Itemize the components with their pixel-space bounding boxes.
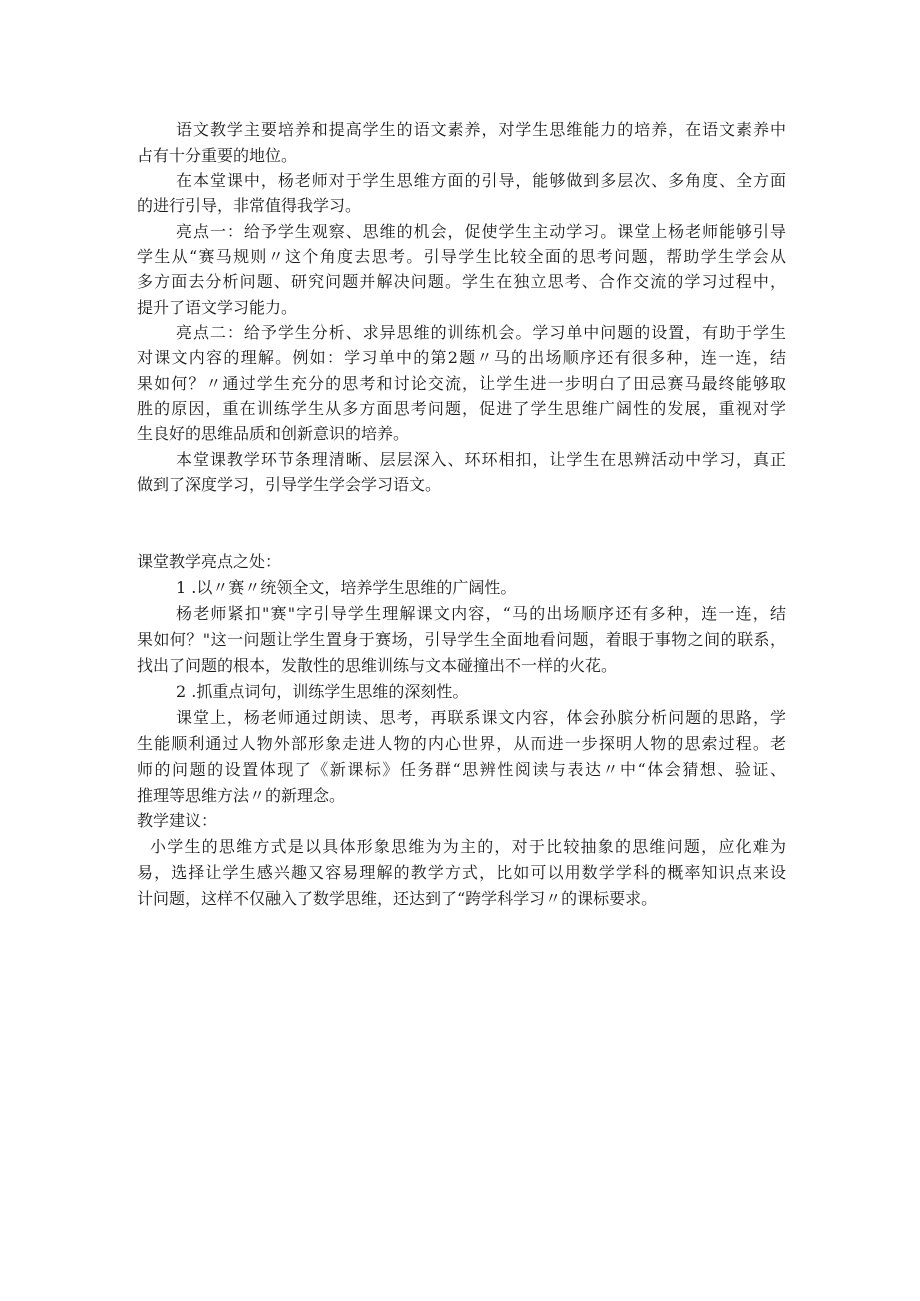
text-line: 果如何？"这一问题让学生置身于赛场，引导学生全面地看问题，着眼于事物之间的联系，	[137, 630, 787, 649]
text-line: 生良好的思维品质和创新意识的培养。	[137, 424, 410, 443]
text-line: 对课文内容的理解。例如：学习单中的第2题〃马的出场顺序还有很多种，连一连，结	[137, 348, 788, 367]
text-line: 本堂课教学环节条理清晰、层层深入、环环相扣，让学生在思辨活动中学习，真正	[176, 450, 787, 469]
list-item-heading: 1 .以〃赛〃统领全文，培养学生思维的广阔性。	[176, 578, 517, 597]
text-line: 杨老师紧扣"赛"字引导学生理解课文内容，“马的出场顺序还有多种，连一连，结	[176, 604, 788, 623]
text-line: 在本堂课中，杨老师对于学生思维方面的引导，能够做到多层次、多角度、全方面	[176, 171, 787, 190]
text-line: 亮点二：给予学生分析、求异思维的训练机会。学习单中问题的设置，有助于学生	[176, 323, 787, 342]
text-line: 找出了问题的根本，发散性的思维训练与文本碰撞出不一样的火花。	[137, 656, 618, 675]
text-line: 多方面去分析问题、研究问题并解决问题。学生在独立思考、合作交流的学习过程中，	[137, 272, 788, 291]
text-line: 生能顺利通过人物外部形象走进人物的内心世界，从而进一步探明人物的思索过程。老	[137, 734, 788, 753]
text-line: 果如何？〃通过学生充分的思考和讨论交流，让学生进一步明白了田忌赛马最终能够取	[137, 374, 788, 393]
text-line: 占有十分重要的地位。	[137, 146, 298, 165]
text-line: 的进行引导，非常值得我学习。	[137, 196, 362, 215]
text-line: 做到了深度学习，引导学生学会学习语文。	[137, 475, 442, 494]
text-line: 学生从“赛马规则〃这个角度去思考。引导学生比较全面的思考问题，帮助学生学会从	[137, 247, 788, 266]
text-line: 易，选择让学生感兴趣又容易理解的教学方式，比如可以用数学学科的概率知识点来设	[137, 863, 788, 882]
text-line: 胜的原因，重在训练学生从多方面思考问题，促进了学生思维广阔性的发展，重视对学	[137, 399, 788, 418]
text-line: 小学生的思维方式是以具体形象思维为为主的，对于比较抽象的思维问题，应化难为	[150, 837, 788, 856]
text-line: 提升了语文学习能力。	[137, 298, 298, 317]
text-line: 亮点一：给予学生观察、思维的机会，促使学生主动学习。课堂上杨老师能够引导	[176, 222, 787, 241]
section-heading: 教学建议：	[137, 811, 218, 830]
section-heading: 课堂教学亮点之处：	[137, 552, 282, 571]
text-line: 语文教学主要培养和提高学生的语文素养，对学生思维能力的培养，在语文素养中	[176, 120, 787, 139]
list-item-heading: 2 .抓重点词句，训练学生思维的深刻性。	[176, 682, 469, 701]
text-line: 推理等思维方法〃的新理念。	[137, 786, 346, 805]
text-line: 课堂上，杨老师通过朗读、思考，再联系课文内容，体会孙膑分析问题的思路，学	[176, 708, 787, 727]
text-line: 计问题，这样不仅融入了数学思维，还达到了“跨学科学习〃的课标要求。	[137, 889, 658, 908]
text-line: 师的问题的设置体现了《新课标》任务群“思辨性阅读与表达〃中“体会猜想、验证、	[137, 760, 788, 779]
